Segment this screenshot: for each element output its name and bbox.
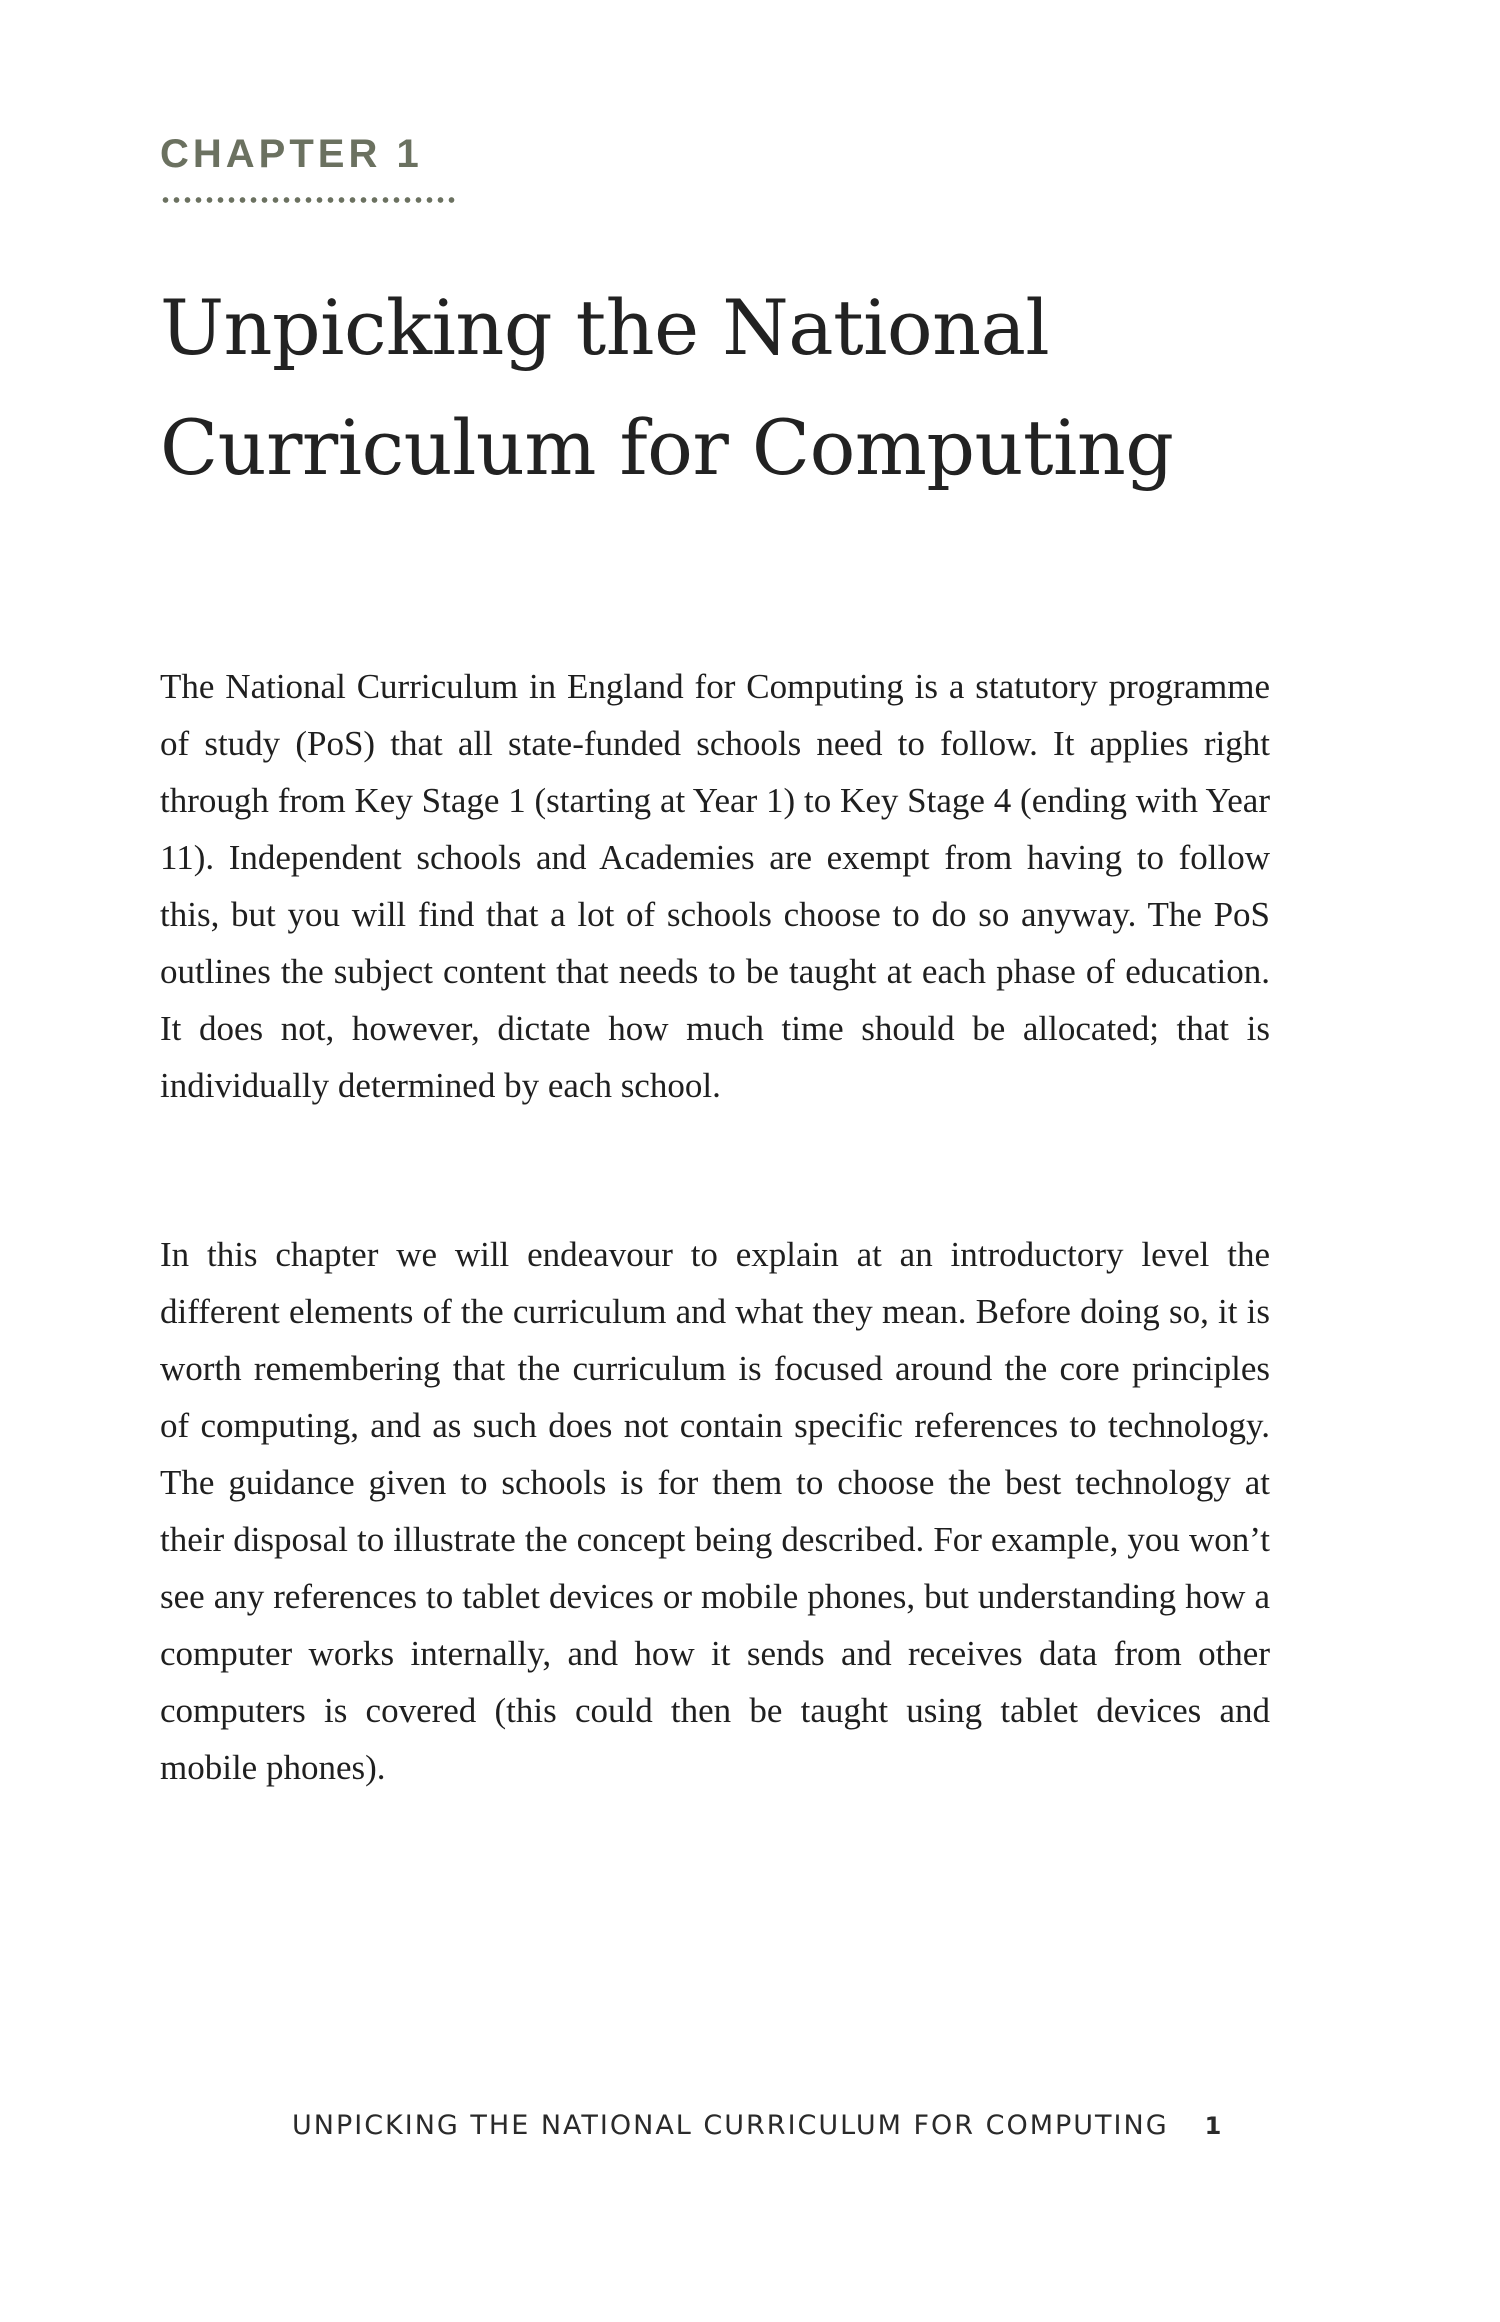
page-footer (292, 2110, 1292, 2141)
page-number: 1 (1204, 2112, 1224, 2140)
body-paragraph-2: In this chapter we will endeavour to explain at an introductory level the different elements of the curriculum and what they mean. Before doing so, it is worth remembering that the curriculum is focused around the core principles of computing, and as such does not contain specific references to technology. The guidance given to schools is for them to choose the best technology at their disposal to illustrate the concept being described. For example, you won’t see any references to tablet devices or mobile phones, but understanding how a computer works internally, and how it sends and receives data from other computers is covered (this could then be taught using tablet devices and mobile phones). (160, 1235, 1270, 1787)
body-paragraph-1: The National Curriculum in England for Computing is a statutory programme of study (PoS) that all state-funded schools need to follow. It applies right through from Key Stage 1 (starting at Year 1) to Key Stage 4 (ending with Year 11). Independent schools and Academies are exempt from having to follow this, but you will find that a lot of schools choose to do so anyway. The PoS outlines the subject content that needs to be taught at each phase of education. It does not, however, dictate how much time should be allocated; that is individually determined by each school. (160, 667, 1270, 1105)
chapter-dotted-divider (160, 196, 456, 204)
chapter-title: Unpicking the National Curriculum for Computing (160, 283, 1174, 492)
running-head: UNPICKING THE NATIONAL CURRICULUM FOR COMPUTING (292, 2110, 1169, 2141)
chapter-label: CHAPTER 1 (160, 132, 423, 176)
